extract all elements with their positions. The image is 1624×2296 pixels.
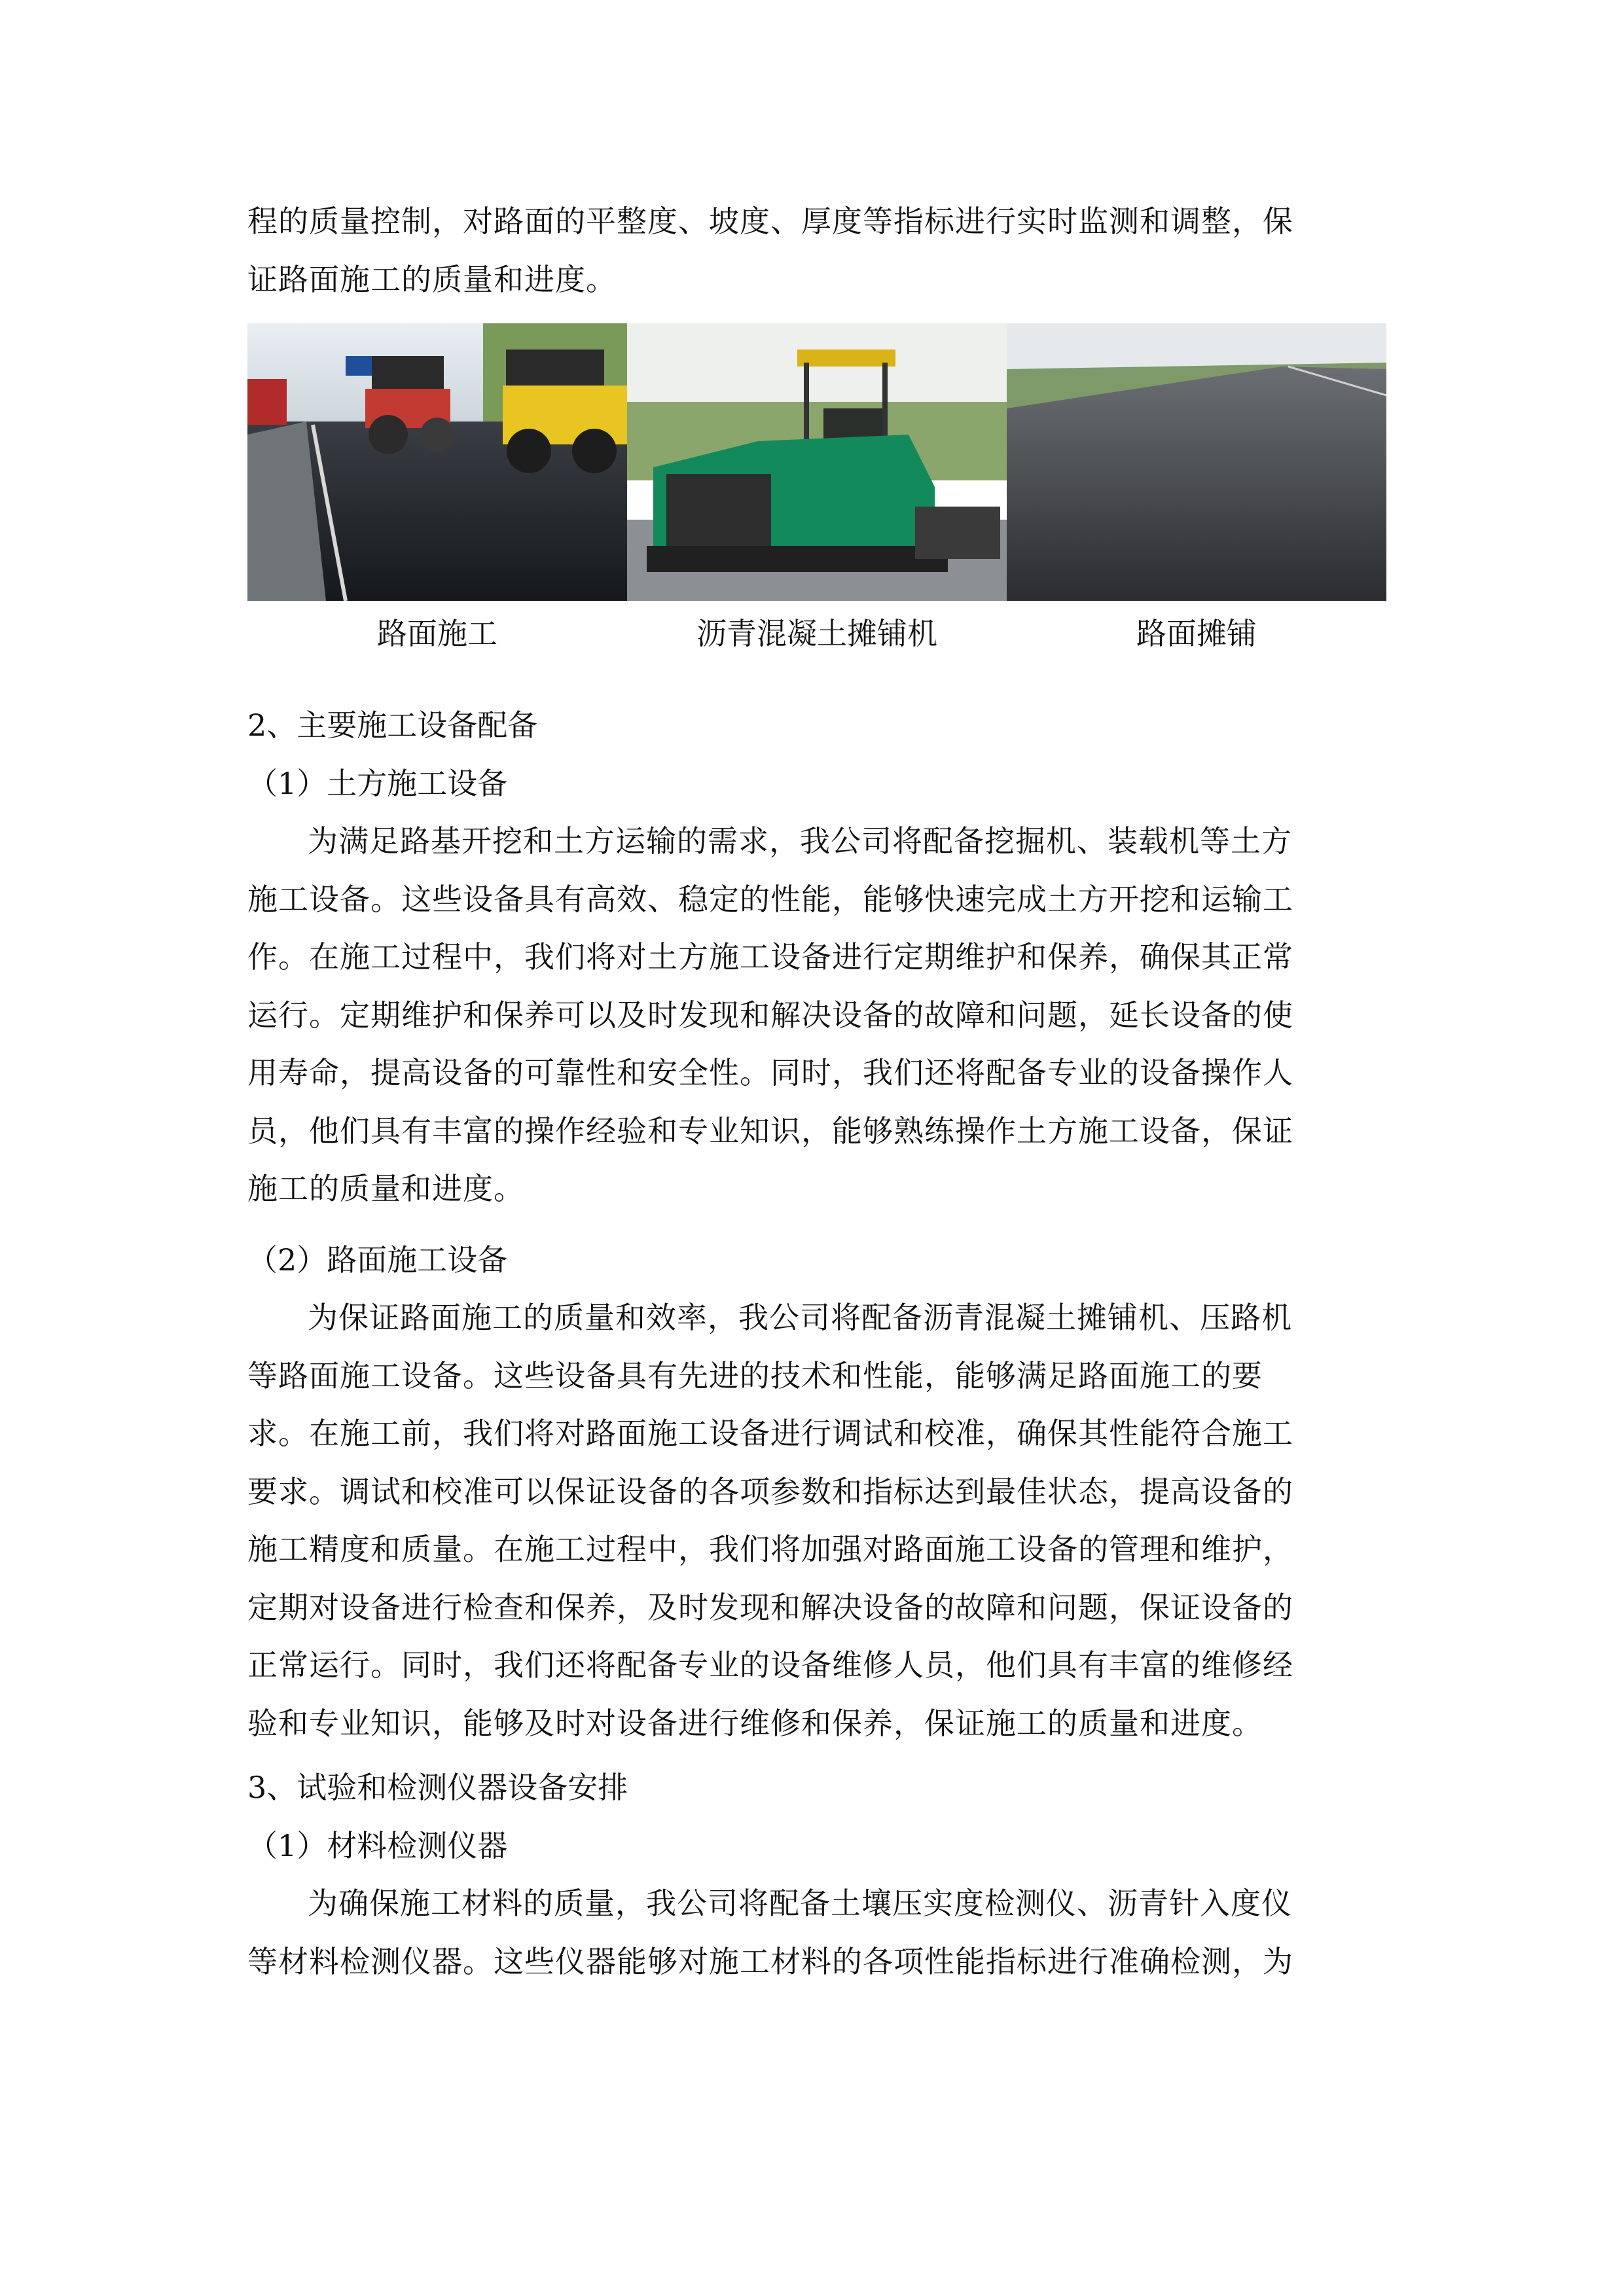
section-2 (247, 696, 1386, 1990)
asphalt-paver-photo (627, 323, 1007, 601)
body-line: 求。在施工前，我们将对路面施工设备进行调试和校准，确保其性能符合施工 (247, 1416, 1293, 1451)
subsection-heading: （2）路面施工设备 (247, 1242, 508, 1278)
body-line: 为保证路面施工的质量和效率，我公司将配备沥青混凝土摊铺机、压路机 (308, 1300, 1292, 1335)
paved-road-photo (1007, 323, 1386, 601)
photo-caption: 路面施工 (377, 616, 497, 651)
section-heading: 3、试验和检测仪器设备安排 (247, 1770, 628, 1805)
body-line: 作。在施工过程中，我们将对土方施工设备进行定期维护和保养，确保其正常 (247, 939, 1293, 975)
body-line: 等路面施工设备。这些设备具有先进的技术和性能，能够满足路面施工的要 (247, 1357, 1263, 1393)
body-line: 验和专业知识，能够及时对设备进行维修和保养，保证施工的质量和进度。 (247, 1705, 1263, 1741)
section-heading: 2、主要施工设备配备 (247, 708, 538, 743)
body-line: 等材料检测仪器。这些仪器能够对施工材料的各项性能指标进行准确检测，为 (247, 1943, 1293, 1979)
body-line: 施工的质量和进度。 (247, 1171, 524, 1206)
photo-captions (247, 607, 1386, 660)
body-line: 正常运行。同时，我们还将配备专业的设备维修人员，他们具有丰富的维修经 (247, 1647, 1293, 1683)
body-line: 为满足路基开挖和土方运输的需求，我公司将配备挖掘机、装载机等土方 (308, 823, 1292, 859)
subsection-1-body (247, 812, 1386, 1218)
body-line: 运行。定期维护和保养可以及时发现和解决设备的故障和问题，延长设备的使 (247, 997, 1293, 1033)
photo-caption: 路面摊铺 (1136, 616, 1257, 651)
body-line: 定期对设备进行检查和保养，及时发现和解决设备的故障和问题，保证设备的 (247, 1589, 1293, 1625)
intro-paragraph (247, 192, 1386, 308)
body-line: 员，他们具有丰富的操作经验和专业知识，能够熟练操作土方施工设备，保证 (247, 1113, 1293, 1149)
subsection-heading: （1）土方施工设备 (247, 765, 508, 801)
body-line: 用寿命，提高设备的可靠性和安全性。同时，我们还将配备专业的设备操作人 (247, 1055, 1293, 1090)
photo-caption: 沥青混凝土摊铺机 (696, 616, 937, 651)
photo-strip (247, 323, 1386, 601)
body-line: 施工设备。这些设备具有高效、稳定的性能，能够快速完成土方开挖和运输工 (247, 881, 1293, 917)
subsection-heading: （1）材料检测仪器 (247, 1827, 508, 1863)
intro-line: 证路面施工的质量和进度。 (247, 261, 617, 297)
body-line: 施工精度和质量。在施工过程中，我们将加强对路面施工设备的管理和维护， (247, 1532, 1293, 1567)
intro-line: 程的质量控制，对路面的平整度、坡度、厚度等指标进行实时监测和调整，保 (247, 204, 1293, 239)
section-3-body (247, 1874, 1386, 1990)
subsection-2-body (247, 1289, 1386, 1752)
body-line: 要求。调试和校准可以保证设备的各项参数和指标达到最佳状态，提高设备的 (247, 1473, 1293, 1509)
road-roller-photo (247, 323, 627, 601)
body-line: 为确保施工材料的质量，我公司将配备土壤压实度检测仪、沥青针入度仪 (308, 1886, 1292, 1921)
